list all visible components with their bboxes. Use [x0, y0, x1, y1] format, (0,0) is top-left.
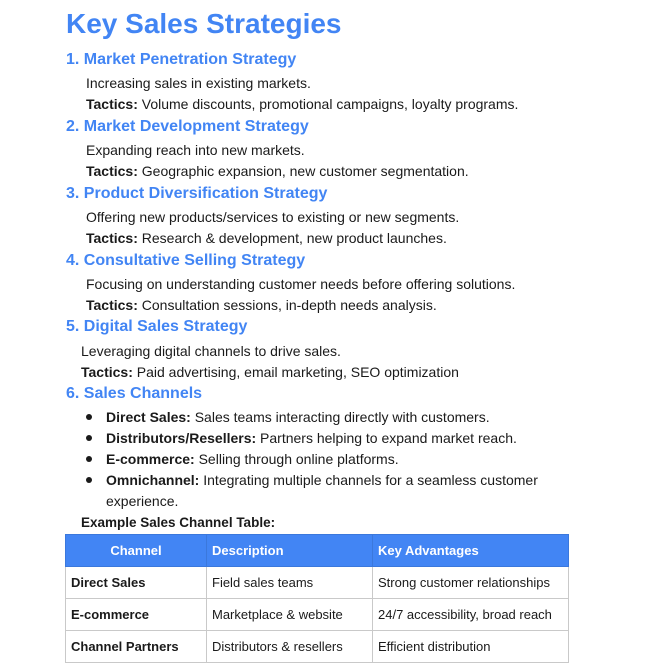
bullet-item-distributors: [106, 429, 517, 447]
section-heading-market-development: 2. Market Development Strategy: [66, 118, 309, 135]
bullet-icon: [86, 435, 92, 441]
bullet-label: Direct Sales:: [106, 409, 191, 425]
bullet-continuation: experience.: [106, 493, 179, 509]
table-header-row: [66, 535, 569, 567]
table-caption: Example Sales Channel Table:: [81, 515, 276, 530]
section-description: Leveraging digital channels to drive sales.: [81, 343, 341, 359]
section-tactics: [86, 296, 437, 314]
page-title: Key Sales Strategies: [66, 8, 342, 39]
bullet-icon: [86, 456, 92, 462]
section-tactics: [86, 229, 447, 247]
table-cell-advantages: 24/7 accessibility, broad reach: [373, 599, 569, 631]
section-tactics: [86, 95, 518, 113]
table-cell-advantages: Strong customer relationships: [373, 567, 569, 599]
table-cell-description: Marketplace & website: [207, 599, 373, 631]
section-description: Increasing sales in existing markets.: [86, 75, 311, 91]
bullet-item-ecommerce: [106, 450, 399, 468]
tactics-label: Tactics:: [81, 364, 133, 380]
section-description: Expanding reach into new markets.: [86, 142, 305, 158]
bullet-text: Partners helping to expand market reach.: [256, 430, 517, 446]
tactics-label: Tactics:: [86, 163, 138, 179]
table-cell-description: Distributors & resellers: [207, 631, 373, 663]
section-heading-consultative-selling: 4. Consultative Selling Strategy: [66, 252, 306, 269]
bullet-label: Distributors/Resellers:: [106, 430, 257, 446]
bullet-icon: [86, 477, 92, 483]
section-description: Focusing on understanding customer needs before offering solutions.: [86, 276, 516, 292]
column-header-description: Description: [207, 535, 373, 567]
tactics-label: Tactics:: [86, 230, 138, 246]
column-header-channel: Channel: [66, 535, 207, 567]
tactics-text: Geographic expansion, new customer segmentation.: [137, 163, 469, 179]
table-row: [66, 567, 569, 599]
bullet-item-omnichannel: [106, 471, 538, 489]
bullet-text: Integrating multiple channels for a seamless customer: [199, 472, 538, 488]
table-cell-channel: Direct Sales: [66, 567, 207, 599]
section-heading-sales-channels: 6. Sales Channels: [66, 385, 203, 402]
table-cell-advantages: Efficient distribution: [373, 631, 569, 663]
bullet-label: Omnichannel:: [106, 472, 200, 488]
tactics-text: Research & development, new product launches.: [137, 230, 447, 246]
table-cell-description: Field sales teams: [207, 567, 373, 599]
table-row: [66, 631, 569, 663]
table-cell-channel: E-commerce: [66, 599, 207, 631]
section-description: Offering new products/services to existing or new segments.: [86, 209, 460, 225]
tactics-text: Volume discounts, promotional campaigns, loyalty programs.: [137, 96, 519, 112]
bullet-text: Selling through online platforms.: [194, 451, 399, 467]
bullet-label: E-commerce:: [106, 451, 195, 467]
section-heading-product-diversification: 3. Product Diversification Strategy: [66, 185, 328, 202]
tactics-label: Tactics:: [86, 297, 138, 313]
sales-channel-table: [65, 534, 569, 663]
bullet-text: Sales teams interacting directly with customers.: [190, 409, 490, 425]
section-tactics: [86, 162, 469, 180]
bullet-item-direct-sales: [106, 408, 490, 426]
tactics-text: Paid advertising, email marketing, SEO optimization: [132, 364, 459, 380]
tactics-text: Consultation sessions, in-depth needs analysis.: [137, 297, 437, 313]
bullet-icon: [86, 414, 92, 420]
section-heading-digital-sales: 5. Digital Sales Strategy: [66, 318, 248, 335]
table-row: [66, 599, 569, 631]
column-header-key-advantages: Key Advantages: [373, 535, 569, 567]
table-cell-channel: Channel Partners: [66, 631, 207, 663]
section-heading-market-penetration: 1. Market Penetration Strategy: [66, 51, 297, 68]
section-tactics: [81, 363, 459, 381]
tactics-label: Tactics:: [86, 96, 138, 112]
